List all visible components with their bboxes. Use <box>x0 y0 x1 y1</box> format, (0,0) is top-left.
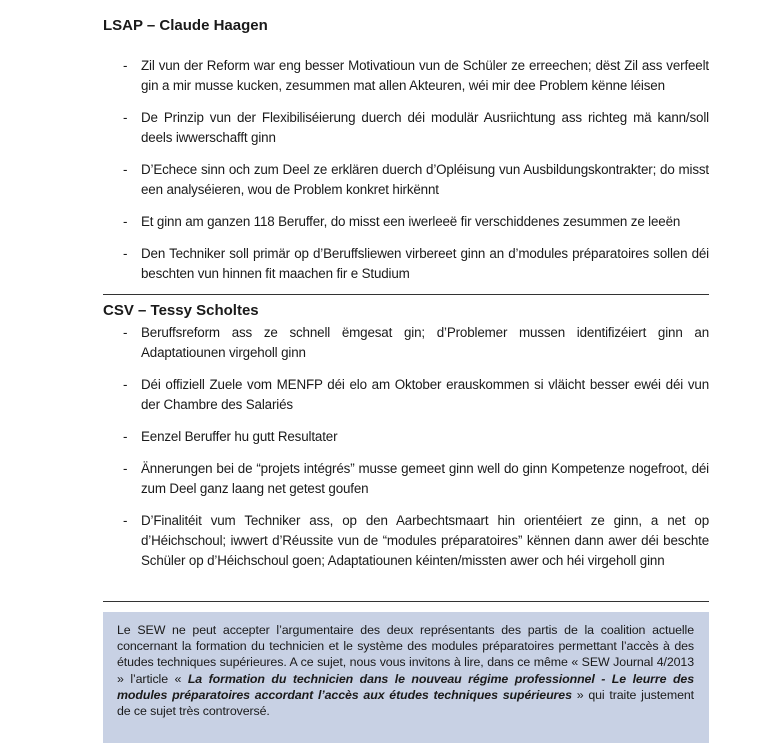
dash-bullet: - <box>123 461 128 476</box>
list-item <box>103 160 709 200</box>
dash-bullet: - <box>123 325 128 340</box>
list-item-text: De Prinzip vun der Flexibiliséierung duerch déi modulär Ausriichtung ass richteg mä kann/soll deels iwwerschafft ginn <box>141 110 709 145</box>
list-item <box>103 511 709 571</box>
dash-bullet: - <box>123 58 128 73</box>
list-item-text: Beruffsreform ass ze schnell ëmgesat gin; d’Problemer mussen identifizéiert ginn an Adaptatiounen virgeholl ginn <box>141 325 709 360</box>
list-item <box>103 56 709 96</box>
list-item <box>103 212 709 232</box>
section-divider <box>103 294 709 295</box>
csv-section <box>103 301 709 571</box>
note-text-outro: » qui traite justement de ce sujet très controversé. <box>117 687 694 719</box>
list-item-text: D’Finalitéit vum Techniker ass, op den Aarbechtsmaart hin orientéiert ze ginn, a net op d’Héichschoul; iwwert d’Réussite vun de “modules préparatoires” kënnen dann awer déi beschte Schüler op d’Héichschoul goen; Adaptatiounen kéinten/missten awer och héi virgeholl ginn <box>141 513 709 568</box>
list-item-text: Et ginn am ganzen 118 Beruffer, do misst een iwerleeë fir verschiddenes zesummen ze leeën <box>141 214 681 229</box>
list-item-text: Déi offiziell Zuele vom MENFP déi elo am Oktober erauskommen si vläicht besser ewéi déi vun der Chambre des Salariés <box>141 377 709 412</box>
list-item <box>103 244 709 284</box>
dash-bullet: - <box>123 110 128 125</box>
list-item-text: D’Echece sinn och zum Deel ze erklären duerch d’Opléisung vun Ausbildungskontrakter; do misst een analyséieren, wou de Problem konkret hirkënnt <box>141 162 709 197</box>
section-title-lsap: LSAP – Claude Haagen <box>103 17 268 34</box>
dash-bullet: - <box>123 214 128 229</box>
section-title-csv: CSV – Tessy Scholtes <box>103 302 259 319</box>
list-item-text: Eenzel Beruffer hu gutt Resultater <box>141 429 338 444</box>
dash-bullet: - <box>123 162 128 177</box>
lsap-list <box>103 56 709 284</box>
list-item-text: Den Techniker soll primär op d’Beruffsliewen virbereet ginn an d’modules préparatoires sollen déi beschten vun hinnen fit maachen fir e Studium <box>141 246 709 281</box>
lsap-section <box>103 16 709 284</box>
list-item <box>103 427 709 447</box>
list-item <box>103 108 709 148</box>
dash-bullet: - <box>123 513 128 528</box>
csv-list <box>103 323 709 571</box>
list-item-text: Ännerungen bei de “projets intégrés” musse gemeet ginn well do ginn Kompetenze nogefroot, déi zum Deel ganz laang net getest goufen <box>141 461 709 496</box>
section-divider <box>103 601 709 602</box>
list-item <box>103 459 709 499</box>
list-item <box>103 323 709 363</box>
list-item-text: Zil vun der Reform war eng besser Motivatioun vun de Schüler ze erreechen; dëst Zil ass verfeelt gin a mir musse kucken, zesummen mat allen Akteuren, wéi mir dee Problem kënne léisen <box>141 58 709 93</box>
note-text-intro: Le SEW ne peut accepter l’argumentaire des deux représentants des partis de la coalition actuelle concernant la formation du technicien et le système des modules préparatoires permettant l’accès à des études techniques supérieures. A ce sujet, nous vous invitons à lire, dans ce même « SEW Journal 4/2013 » l’article « <box>117 623 694 686</box>
note-article-title: La formation du technicien dans le nouveau régime professionnel - Le leurre des modules préparatoires accordant l’accès aux études techniques supérieures <box>117 671 694 702</box>
dash-bullet: - <box>123 377 128 392</box>
list-item <box>103 375 709 415</box>
dash-bullet: - <box>123 246 128 261</box>
dash-bullet: - <box>123 429 128 444</box>
sew-note-box <box>103 612 709 743</box>
